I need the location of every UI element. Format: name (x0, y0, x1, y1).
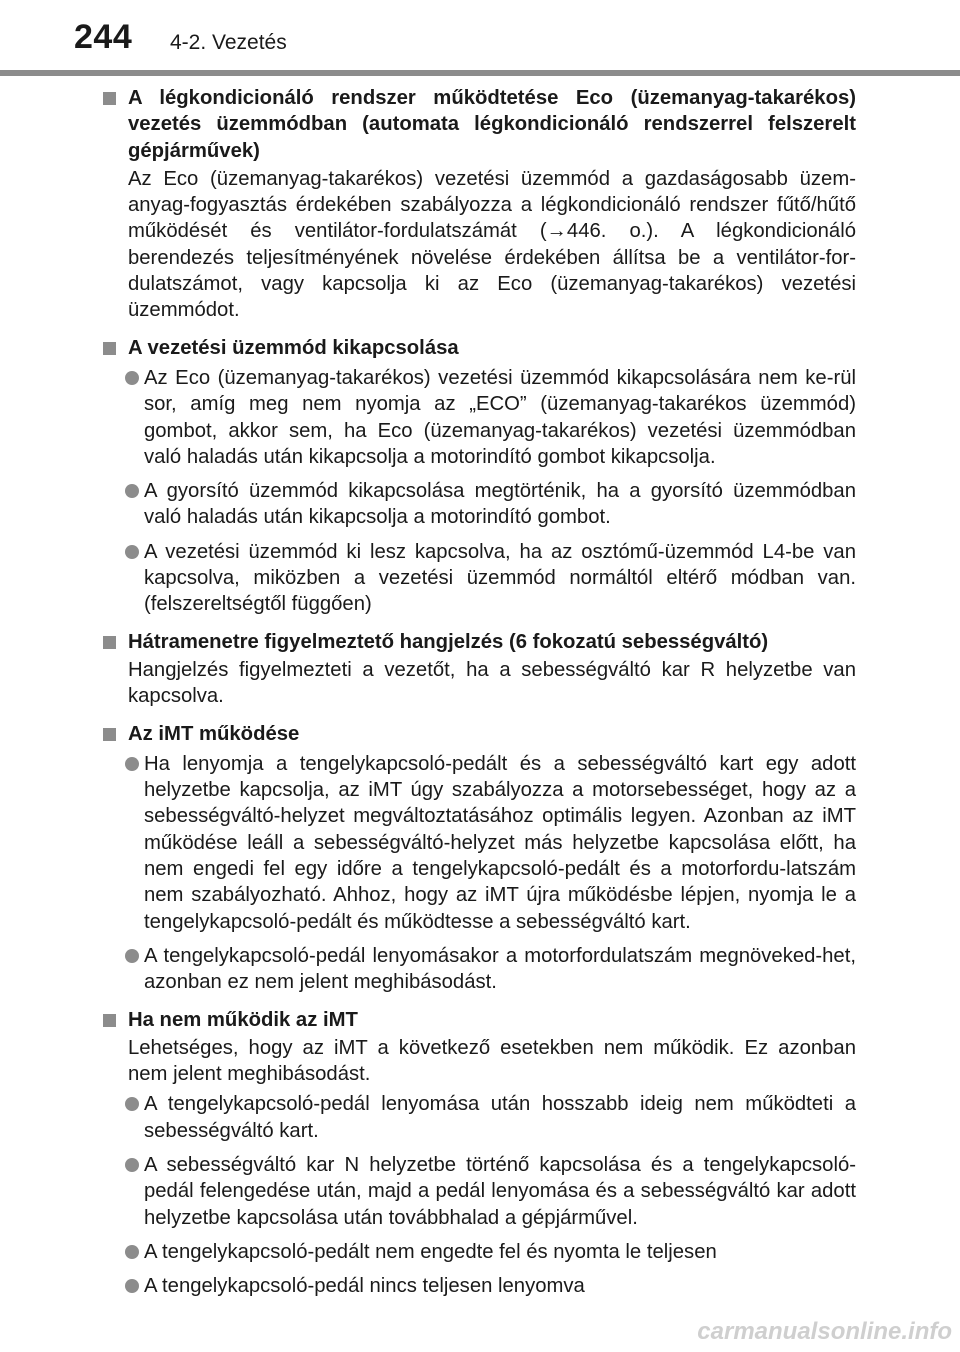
square-bullet-icon (103, 636, 116, 649)
square-bullet-icon (103, 92, 116, 105)
square-bullet-icon (103, 1014, 116, 1027)
circle-bullet-icon (125, 1245, 139, 1259)
section-paragraph: Az Eco (üzemanyag-takarékos) vezetési üzemmód a gazdaságosabb üzem-anyag-fogyasztás érdekében szabályozza a légkondicionáló rendszer fűtő/hűtő működését és ventilátor-fordulatszámát (→446. o.). A légkondicionáló berendezés teljesítményének növelése érdekében állítsa be a ventilátor-for-dulatszámot, vagy kapcsolja ki az Eco (üzemanyag-takarékos) vezetési üzemmódot. (128, 167, 856, 322)
section-block (103, 629, 856, 710)
section-heading: Ha nem működik az iMT (103, 1007, 856, 1033)
circle-bullet-icon (125, 1097, 139, 1111)
page-content (103, 85, 856, 1310)
square-bullet-icon (103, 342, 116, 355)
bullet-item: A tengelykapcsoló-pedál nincs teljesen lenyomva (103, 1273, 856, 1299)
section-paragraph: Hangjelzés figyelmezteti a vezetőt, ha a sebességváltó kar R helyzetbe van kapcsolva. (128, 658, 856, 708)
circle-bullet-icon (125, 545, 139, 559)
section-block (103, 335, 856, 618)
circle-bullet-icon (125, 1279, 139, 1293)
section-heading: A vezetési üzemmód kikapcsolása (103, 335, 856, 361)
circle-bullet-icon (125, 757, 139, 771)
section-block (103, 85, 856, 324)
section-heading: Hátramenetre figyelmeztető hangjelzés (6 fokozatú sebességváltó) (103, 629, 856, 655)
page-number: 244 (74, 18, 133, 56)
circle-bullet-icon (125, 371, 139, 385)
circle-bullet-icon (125, 484, 139, 498)
bullet-item: Az Eco (üzemanyag-takarékos) vezetési üzemmód kikapcsolására nem ke-rül sor, amíg meg nem nyomja az „ECO” (üzemanyag-takarékos üzemmód) gombot, akkor sem, ha Eco (üzemanyag-takarékos) vezetési üzemmódban való haladás után kikapcsolja a motorindító gombot kikapcsolja. (103, 365, 856, 470)
page-header (0, 0, 960, 80)
section-paragraph: Lehetséges, hogy az iMT a következő esetekben nem működik. Ez azonban nem jelent meghibásodást. (128, 1036, 856, 1086)
bullet-item: A tengelykapcsoló-pedál lenyomásakor a motorfordulatszám megnöveked-het, azonban ez nem jelent meghibásodást. (103, 943, 856, 996)
circle-bullet-icon (125, 1158, 139, 1172)
header-rule (0, 70, 960, 76)
section-heading: A légkondicionáló rendszer működtetése Eco (üzemanyag-takarékos) vezetés üzemmódban (automata légkondicionáló rendszerrel felszerelt gépjárművek) (103, 85, 856, 164)
bullet-item: A tengelykapcsoló-pedált nem engedte fel és nyomta le teljesen (103, 1239, 856, 1265)
section-title: 4-2. Vezetés (170, 31, 287, 54)
bullet-item: A vezetési üzemmód ki lesz kapcsolva, ha az osztómű-üzemmód L4-be van kapcsolva, miközben a vezetési üzemmód normáltól eltérő módban van. (felszereltségtől függően) (103, 539, 856, 618)
section-heading: Az iMT működése (103, 721, 856, 747)
bullet-item: A tengelykapcsoló-pedál lenyomása után hosszabb ideig nem működteti a sebességváltó kart. (103, 1091, 856, 1144)
section-block (103, 721, 856, 996)
circle-bullet-icon (125, 949, 139, 963)
bullet-item: A sebességváltó kar N helyzetbe történő kapcsolása és a tengelykapcsoló-pedál felengedése után, majd a pedál lenyomása és a sebességváltó kar adott helyzetbe kapcsolása után továbbhalad a gépjárművel. (103, 1152, 856, 1231)
bullet-item: Ha lenyomja a tengelykapcsoló-pedált és a sebességváltó kart egy adott helyzetbe kapcsolja, az iMT úgy szabályozza a motorsebességet, hogy az a sebességváltó-helyzet megváltoztatásához optimális legyen. Azonban az iMT működése leáll a sebességváltó-helyzet más helyzetbe kapcsolása előtt, ha nem engedi fel egy időre a tengelykapcsoló-pedált és a motorfordu-latszám nem szabályozható. Ahhoz, hogy az iMT újra működésbe lépjen, nyomja le a tengelykapcsoló-pedált és működtesse a sebességváltó kart. (103, 751, 856, 935)
section-block (103, 1007, 856, 1300)
bullet-item: A gyorsító üzemmód kikapcsolása megtörténik, ha a gyorsító üzemmódban való haladás után kikapcsolja a motorindító gombot. (103, 478, 856, 531)
watermark: carmanualsonline.info (697, 1318, 952, 1345)
square-bullet-icon (103, 728, 116, 741)
